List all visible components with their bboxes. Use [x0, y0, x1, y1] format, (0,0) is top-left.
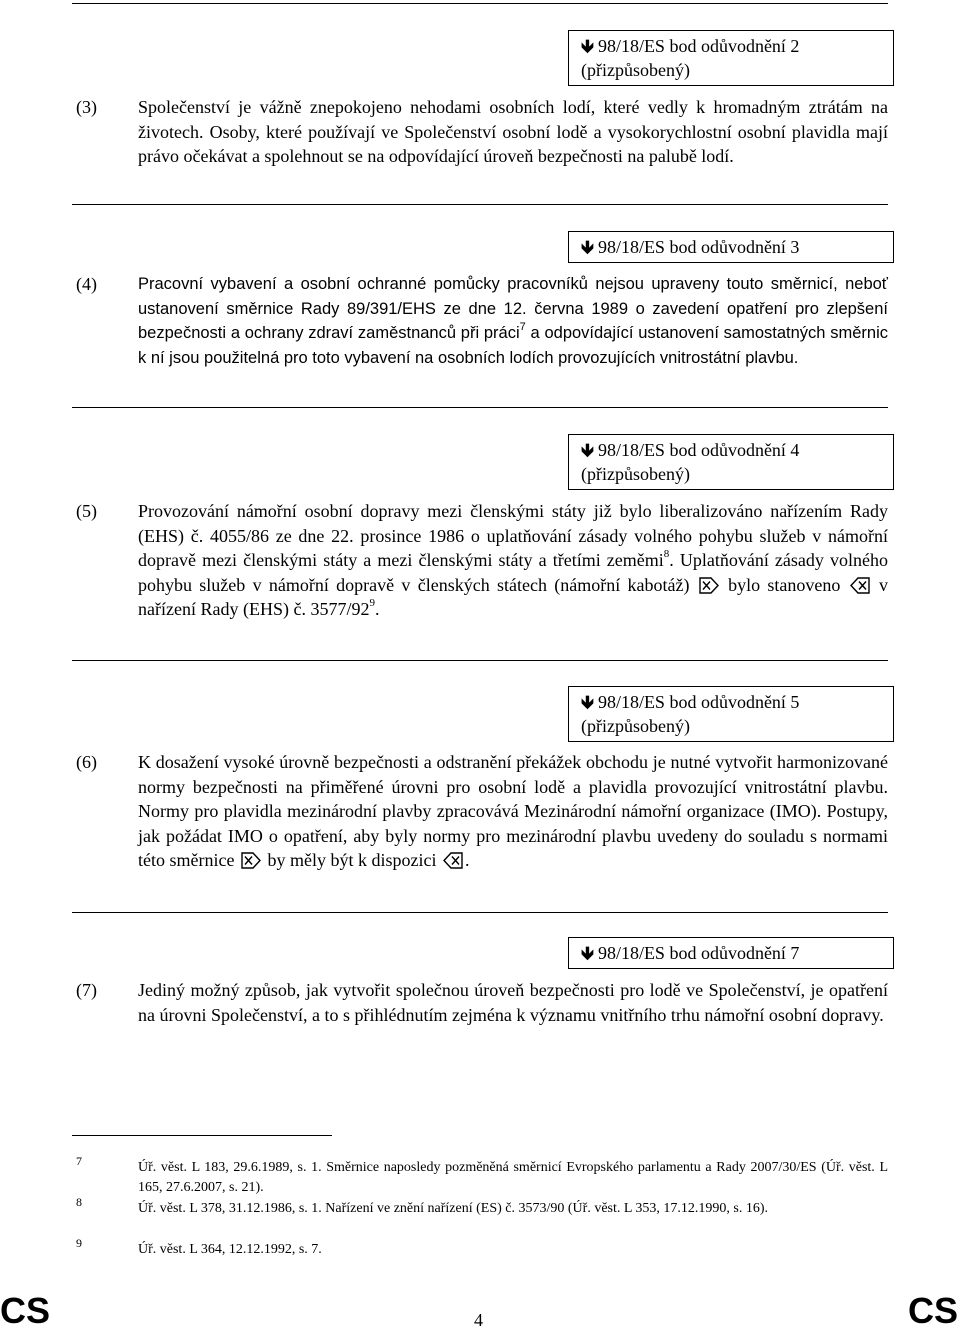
recital-text-part: by měly být k dispozici	[267, 850, 437, 870]
reference-note: (přizpůsobený)	[581, 60, 690, 80]
footnote-reference[interactable]: 7	[519, 320, 526, 333]
footnote-reference[interactable]: 8	[663, 548, 670, 560]
reference-note: (přizpůsobený)	[581, 716, 690, 736]
section-rule	[72, 407, 888, 408]
recital-text-part: .	[464, 850, 470, 870]
language-code-right: CS	[907, 1290, 958, 1331]
insertion-end-icon	[443, 852, 463, 869]
section-rule	[72, 204, 888, 205]
arrow-down-icon: 🡻	[581, 943, 594, 963]
recital-number: (4)	[76, 274, 97, 294]
recital-text-part: a odpovídající ustanovení samostatných směrnic k ní jsou použitelná pro toto vybavení na osobních lodích provozujících vnitrostátní plavbu.	[138, 324, 888, 367]
recital-text: Společenství je vážně znepokojeno nehodami osobních lodí, které vedly k hromadným ztrátám na životech. Osoby, které používají ve Společenství osobní lodě a vysokorychlostní osobní plavidla mají právo očekávat a spolehnout se na odpovídající úroveň bezpečnosti na palubě lodí.	[138, 97, 888, 166]
footnote-number: 7	[76, 1154, 82, 1168]
recital-number: (3)	[76, 97, 97, 117]
source-reference-box	[568, 937, 894, 969]
language-code-left: CS	[0, 1290, 51, 1331]
insertion-start-icon	[699, 577, 719, 594]
source-reference-box	[568, 231, 894, 263]
arrow-down-icon: 🡻	[581, 237, 594, 257]
footnote-text: Úř. věst. L 183, 29.6.1989, s. 1. Směrnice naposledy pozměněná směrnicí Evropského parlamentu a Rady 2007/30/ES (Úř. věst. L 165, 27.6.2007, s. 21).	[138, 1160, 888, 1195]
source-reference-box	[568, 30, 894, 86]
arrow-down-icon: 🡻	[581, 440, 594, 460]
reference-label: 98/18/ES bod odůvodnění 4	[597, 440, 800, 460]
recital-text-part: . Uplatňování zásady volného pohybu služeb v námořní dopravě v členských státech (námořní kabotáž)	[138, 550, 888, 595]
recital-text-part: K dosažení vysoké úrovně bezpečnosti a odstranění překážek obchodu je nutné vytvořit harmonizované normy bezpečnosti na přiměřené úrovni pro osobní lodě a plavidla provozující vnitrostátní plavbu. Normy pro plavidla mezinárodní plavby zpracovává Mezinárodní námořní organizace (IMO). Postupy, jak požádat IMO o opatření, aby byly normy pro mezinárodní plavbu uvedeny do souladu s normami této směrnice	[138, 752, 888, 870]
recital-6	[72, 750, 888, 900]
arrow-down-icon: 🡻	[581, 36, 594, 56]
recital-text	[138, 499, 888, 622]
footnote-text: Úř. věst. L 364, 12.12.1992, s. 7.	[138, 1242, 322, 1257]
reference-note: (přizpůsobený)	[581, 464, 690, 484]
arrow-down-icon: 🡻	[581, 692, 594, 712]
source-reference-box	[568, 434, 894, 490]
footnote-number: 8	[76, 1195, 82, 1209]
recital-text-part: Provozování námořní osobní dopravy mezi členskými státy již bylo liberalizováno nařízením Rady (EHS) č. 4055/86 ze dne 22. prosince 1986 o uplatňování zásady volného pohybu služeb v námořní dopravě mezi členskými státy a mezi členskými státy a třetími zeměmi	[138, 501, 888, 570]
recital-number: (5)	[76, 501, 97, 521]
page-number: 4	[474, 1310, 483, 1330]
reference-label: 98/18/ES bod odůvodnění 5	[597, 692, 800, 712]
recital-3	[72, 95, 888, 195]
section-rule	[72, 912, 888, 913]
recital-4	[72, 272, 888, 397]
insertion-end-icon	[850, 577, 870, 594]
recital-text	[138, 272, 888, 370]
footnote-text: Úř. věst. L 378, 31.12.1986, s. 1. Nařízení ve znění nařízení (ES) č. 3573/90 (Úř. věst. L 353, 17.12.1990, s. 16).	[138, 1201, 769, 1216]
recital-text: Jediný možný způsob, jak vytvořit společnou úroveň bezpečnosti pro lodě ve Společenství, je opatření na úrovni Společenství, a to s přihlédnutím zejména k významu vnitřního trhu námořní osobní dopravy.	[138, 980, 888, 1025]
section-rule	[72, 660, 888, 661]
recital-text-part: .	[374, 599, 380, 619]
recital-text	[138, 750, 888, 873]
reference-label: 98/18/ES bod odůvodnění 3	[597, 237, 800, 257]
recital-number: (7)	[76, 980, 97, 1000]
insertion-start-icon	[241, 852, 261, 869]
recital-number: (6)	[76, 752, 97, 772]
recital-5	[72, 499, 888, 649]
footnote-number: 9	[76, 1236, 82, 1250]
recital-text-part: v nařízení Rady (EHS) č. 3577/92	[138, 574, 888, 619]
reference-label: 98/18/ES bod odůvodnění 2	[597, 36, 800, 56]
reference-label: 98/18/ES bod odůvodnění 7	[597, 943, 800, 963]
top-rule	[72, 3, 888, 4]
recital-text-part: Pracovní vybavení a osobní ochranné pomůcky pracovníků nejsou upraveny touto směrnicí, neboť ustanovení směrnice Rady 89/391/EHS ze dne 12. června 1989 o zavedení opatření pro zlepšení bezpečnosti a ochrany zdraví zaměstnanců při práci	[138, 275, 888, 342]
source-reference-box	[568, 686, 894, 742]
footnote-separator	[72, 1135, 332, 1136]
footnote-reference[interactable]: 9	[369, 597, 375, 609]
recital-text-part: bylo stanoveno	[728, 574, 841, 595]
recital-7	[72, 978, 888, 1053]
